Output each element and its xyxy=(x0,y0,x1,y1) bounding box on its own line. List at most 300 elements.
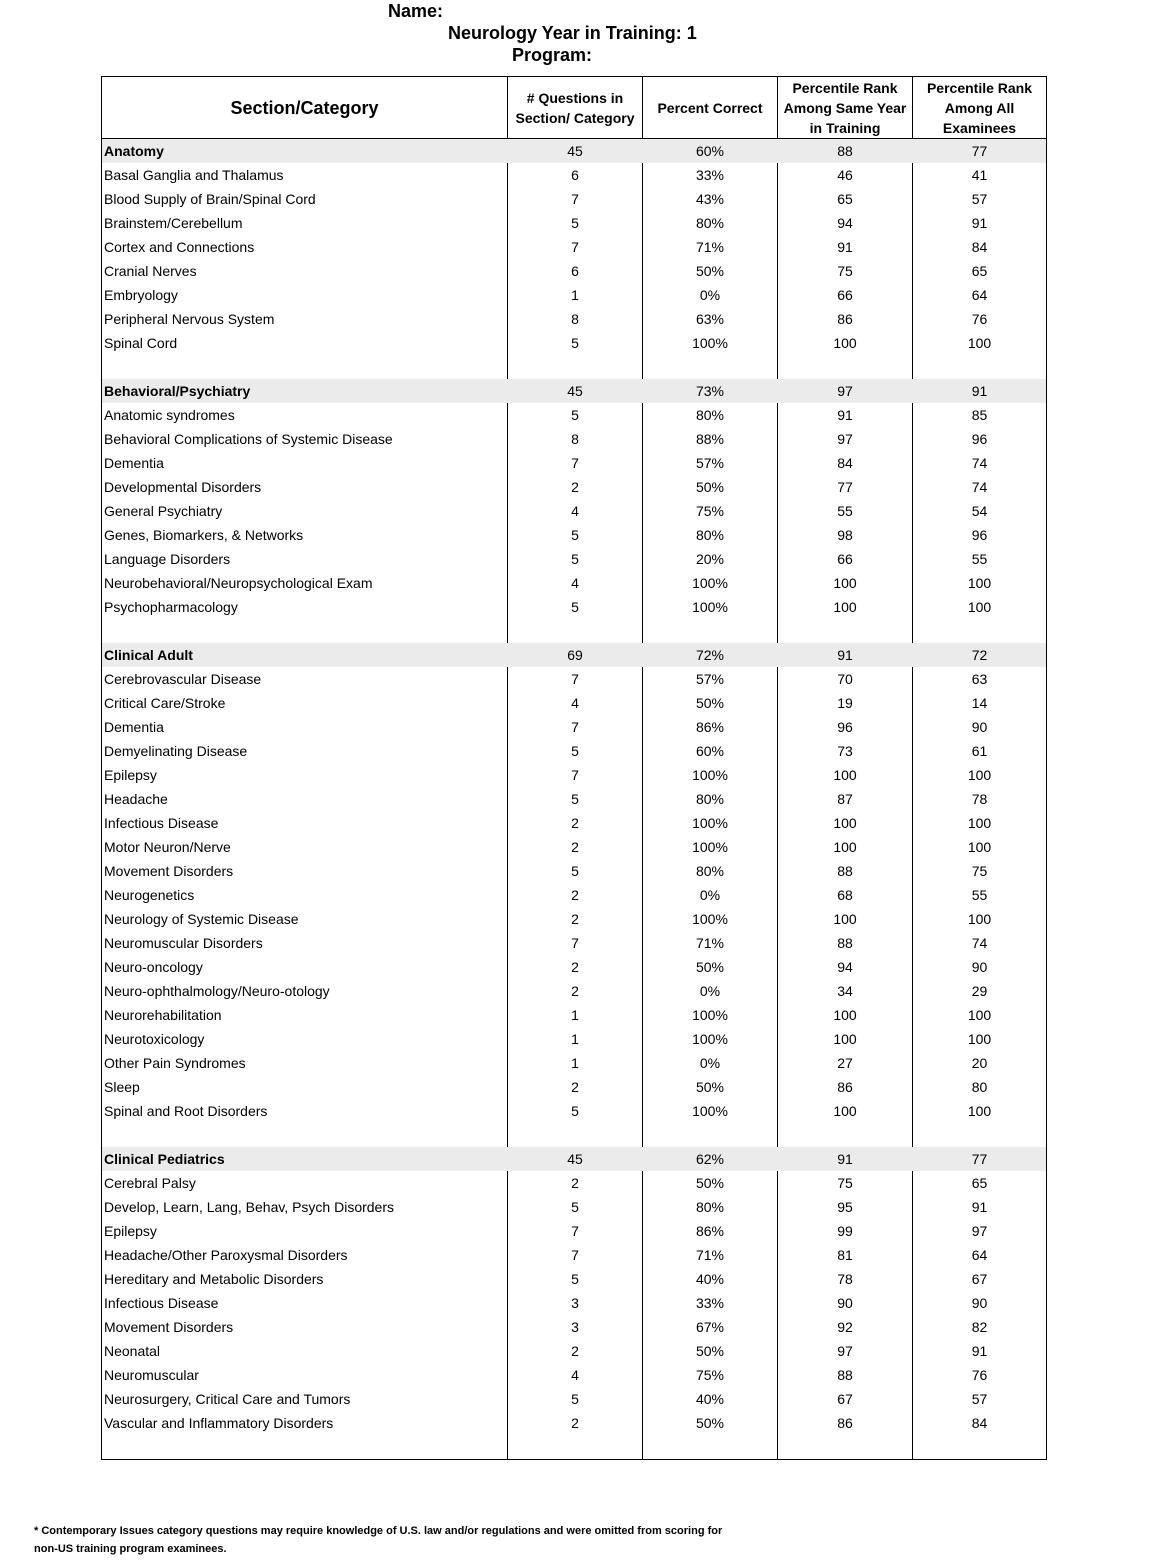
percentile-same-year: 100 xyxy=(833,575,857,591)
percentile-same-year: 65 xyxy=(837,191,853,207)
table-row xyxy=(102,715,1046,739)
category-name: Neurobehavioral/Neuropsychological Exam xyxy=(104,575,373,591)
category-name: Critical Care/Stroke xyxy=(104,695,226,711)
table-row xyxy=(102,787,1046,811)
table-row xyxy=(102,1027,1046,1051)
percentile-same-year: 88 xyxy=(837,863,853,879)
table-row xyxy=(102,691,1046,715)
question-count: 2 xyxy=(571,983,579,999)
percentile-same-year: 55 xyxy=(837,503,853,519)
percentile-same-year: 86 xyxy=(837,311,853,327)
table-row xyxy=(102,1003,1046,1027)
percentile-all: 76 xyxy=(971,311,988,327)
footnote xyxy=(34,1522,834,1558)
question-count: 7 xyxy=(571,1223,579,1239)
percent-correct: 50% xyxy=(695,1079,725,1095)
percent-correct: 71% xyxy=(695,239,725,255)
percent-correct: 86% xyxy=(695,1223,725,1239)
category-name: Neonatal xyxy=(104,1343,161,1359)
table-row xyxy=(102,1099,1046,1123)
percent-correct: 40% xyxy=(695,1271,725,1287)
percent-correct: 75% xyxy=(695,1367,725,1383)
question-count: 3 xyxy=(571,1319,579,1335)
percentile-same-year: 91 xyxy=(837,647,853,663)
category-name: Spinal and Root Disorders xyxy=(104,1103,268,1119)
table-row xyxy=(102,475,1046,499)
percentile-all: 72 xyxy=(971,647,988,663)
question-count: 7 xyxy=(571,239,579,255)
question-count: 4 xyxy=(571,575,579,591)
percentile-same-year: 88 xyxy=(837,143,853,159)
table-row xyxy=(102,259,1046,283)
percentile-all: 65 xyxy=(971,263,988,279)
percentile-all: 84 xyxy=(971,239,988,255)
question-count: 3 xyxy=(571,1295,579,1311)
category-name: Movement Disorders xyxy=(104,1319,234,1335)
category-name: Infectious Disease xyxy=(104,1295,219,1311)
table-row xyxy=(102,1339,1046,1363)
percent-correct: 0% xyxy=(699,983,721,999)
header-percentile-all: Percentile Rank Among All Examinees xyxy=(926,79,1033,136)
section-row xyxy=(102,643,1046,667)
table-row xyxy=(102,307,1046,331)
percentile-same-year: 97 xyxy=(837,431,853,447)
percentile-all: 57 xyxy=(971,191,988,207)
category-name: General Psychiatry xyxy=(104,503,223,519)
question-count: 5 xyxy=(571,1103,579,1119)
table-row xyxy=(102,763,1046,787)
percent-correct: 60% xyxy=(695,743,725,759)
question-count: 5 xyxy=(571,527,579,543)
category-name: Neurology of Systemic Disease xyxy=(104,911,299,927)
percentile-same-year: 73 xyxy=(837,743,853,759)
question-count: 5 xyxy=(571,791,579,807)
table-row xyxy=(102,403,1046,427)
category-name: Dementia xyxy=(104,455,164,471)
percent-correct: 62% xyxy=(695,1151,725,1167)
category-name: Cerebrovascular Disease xyxy=(104,671,262,687)
category-name: Language Disorders xyxy=(104,551,231,567)
category-name: Vascular and Inflammatory Disorders xyxy=(104,1415,334,1431)
percentile-same-year: 100 xyxy=(833,767,857,783)
category-name: Anatomic syndromes xyxy=(104,407,235,423)
question-count: 5 xyxy=(571,863,579,879)
percent-correct: 80% xyxy=(695,527,725,543)
footnote-line: non-US training program examinees. xyxy=(34,1543,227,1555)
question-count: 4 xyxy=(571,695,579,711)
section-name: Anatomy xyxy=(104,143,164,159)
table-row xyxy=(102,979,1046,1003)
percentile-all: 91 xyxy=(971,215,988,231)
percentile-all: 14 xyxy=(971,695,988,711)
table-row xyxy=(102,331,1046,355)
question-count: 5 xyxy=(571,743,579,759)
percentile-all: 65 xyxy=(971,1175,988,1191)
question-count: 2 xyxy=(571,479,579,495)
question-count: 5 xyxy=(571,1391,579,1407)
percent-correct: 100% xyxy=(692,815,728,831)
percent-correct: 0% xyxy=(699,287,721,303)
category-name: Other Pain Syndromes xyxy=(104,1055,246,1071)
category-name: Blood Supply of Brain/Spinal Cord xyxy=(104,191,316,207)
percentile-all: 74 xyxy=(971,935,988,951)
category-name: Behavioral Complications of Systemic Disease xyxy=(104,431,393,447)
percentile-same-year: 96 xyxy=(837,719,853,735)
section-row xyxy=(102,1147,1046,1171)
category-name: Develop, Learn, Lang, Behav, Psych Disorders xyxy=(104,1199,395,1215)
table-row xyxy=(102,1219,1046,1243)
percentile-same-year: 97 xyxy=(837,383,853,399)
question-count: 1 xyxy=(571,1007,579,1023)
section-name: Behavioral/Psychiatry xyxy=(104,383,251,399)
table-row xyxy=(102,211,1046,235)
table-row xyxy=(102,427,1046,451)
question-count: 5 xyxy=(571,335,579,351)
table-row xyxy=(102,283,1046,307)
section-row xyxy=(102,139,1046,163)
category-name: Cranial Nerves xyxy=(104,263,197,279)
category-name: Hereditary and Metabolic Disorders xyxy=(104,1271,324,1287)
category-name: Headache/Other Paroxysmal Disorders xyxy=(104,1247,348,1263)
percent-correct: 63% xyxy=(695,311,725,327)
category-name: Motor Neuron/Nerve xyxy=(104,839,231,855)
percentile-same-year: 84 xyxy=(837,455,853,471)
table-row xyxy=(102,1171,1046,1195)
category-name: Neurosurgery, Critical Care and Tumors xyxy=(104,1391,351,1407)
question-count: 2 xyxy=(571,1415,579,1431)
percentile-all: 64 xyxy=(971,1247,988,1263)
question-count: 2 xyxy=(571,815,579,831)
percent-correct: 50% xyxy=(695,479,725,495)
percentile-same-year: 94 xyxy=(837,215,853,231)
percentile-same-year: 97 xyxy=(837,1343,853,1359)
category-name: Dementia xyxy=(104,719,164,735)
table-row xyxy=(102,1243,1046,1267)
table-row xyxy=(102,811,1046,835)
percentile-same-year: 100 xyxy=(833,911,857,927)
question-count: 4 xyxy=(571,1367,579,1383)
question-count: 45 xyxy=(567,383,583,399)
category-name: Sleep xyxy=(104,1079,140,1095)
percent-correct: 80% xyxy=(695,863,725,879)
percentile-same-year: 75 xyxy=(837,263,853,279)
percentile-all: 63 xyxy=(971,671,988,687)
percentile-same-year: 19 xyxy=(837,695,853,711)
table-row xyxy=(102,883,1046,907)
question-count: 7 xyxy=(571,191,579,207)
table-row xyxy=(102,907,1046,931)
header-section-category: Section/Category xyxy=(230,97,379,118)
percentile-all: 76 xyxy=(971,1367,988,1383)
percent-correct: 100% xyxy=(692,1031,728,1047)
table-row xyxy=(102,451,1046,475)
percent-correct: 57% xyxy=(695,671,725,687)
question-count: 5 xyxy=(571,1271,579,1287)
percentile-all: 85 xyxy=(971,407,988,423)
question-count: 45 xyxy=(567,1151,583,1167)
name-label: Name: xyxy=(388,1,444,21)
question-count: 7 xyxy=(571,1247,579,1263)
table-row xyxy=(102,1411,1046,1435)
header-percentile-same-year: Percentile Rank Among Same Year in Training xyxy=(783,79,907,136)
percent-correct: 43% xyxy=(695,191,725,207)
percentile-all: 67 xyxy=(971,1271,988,1287)
percentile-all: 77 xyxy=(971,1151,988,1167)
table-row xyxy=(102,499,1046,523)
percentile-same-year: 68 xyxy=(837,887,853,903)
table-row xyxy=(102,571,1046,595)
question-count: 7 xyxy=(571,455,579,471)
percentile-same-year: 95 xyxy=(837,1199,853,1215)
question-count: 7 xyxy=(571,935,579,951)
category-name: Infectious Disease xyxy=(104,815,219,831)
table-row xyxy=(102,1363,1046,1387)
table-row xyxy=(102,163,1046,187)
percentile-same-year: 100 xyxy=(833,599,857,615)
category-name: Spinal Cord xyxy=(104,335,178,351)
table-row xyxy=(102,955,1046,979)
question-count: 2 xyxy=(571,1079,579,1095)
question-count: 2 xyxy=(571,959,579,975)
percent-correct: 100% xyxy=(692,839,728,855)
question-count: 5 xyxy=(571,215,579,231)
percent-correct: 50% xyxy=(695,1415,725,1431)
table-row xyxy=(102,595,1046,619)
question-count: 5 xyxy=(571,551,579,567)
percentile-all: 96 xyxy=(971,527,988,543)
category-name: Neurotoxicology xyxy=(104,1031,205,1047)
category-name: Movement Disorders xyxy=(104,863,234,879)
table-row xyxy=(102,1195,1046,1219)
question-count: 7 xyxy=(571,719,579,735)
percentile-same-year: 98 xyxy=(837,527,853,543)
percentile-same-year: 92 xyxy=(837,1319,853,1335)
percent-correct: 80% xyxy=(695,215,725,231)
percent-correct: 100% xyxy=(692,911,728,927)
percentile-same-year: 77 xyxy=(837,479,853,495)
table-row xyxy=(102,739,1046,763)
percentile-same-year: 87 xyxy=(837,791,853,807)
category-name: Neuro-ophthalmology/Neuro-otology xyxy=(104,983,330,999)
percentile-same-year: 70 xyxy=(837,671,853,687)
percentile-all: 80 xyxy=(971,1079,988,1095)
header-questions: # Questions in Section/ Category xyxy=(515,89,635,126)
category-name: Basal Ganglia and Thalamus xyxy=(104,167,284,183)
percentile-all: 55 xyxy=(971,887,988,903)
percent-correct: 50% xyxy=(695,263,725,279)
percentile-all: 91 xyxy=(971,383,988,399)
percentile-all: 74 xyxy=(971,479,988,495)
category-name: Embryology xyxy=(104,287,178,303)
category-name: Genes, Biomarkers, & Networks xyxy=(104,527,304,543)
percent-correct: 50% xyxy=(695,1175,725,1191)
percent-correct: 100% xyxy=(692,575,728,591)
percentile-same-year: 94 xyxy=(837,959,853,975)
table-row xyxy=(102,235,1046,259)
percentile-same-year: 81 xyxy=(837,1247,853,1263)
question-count: 45 xyxy=(567,143,583,159)
category-name: Peripheral Nervous System xyxy=(104,311,275,327)
section-name: Clinical Pediatrics xyxy=(104,1151,225,1167)
percentile-same-year: 91 xyxy=(837,239,853,255)
percentile-all: 75 xyxy=(971,863,988,879)
table-row xyxy=(102,835,1046,859)
score-table xyxy=(101,76,1047,1460)
question-count: 5 xyxy=(571,1199,579,1215)
percentile-all: 91 xyxy=(971,1199,988,1215)
percentile-all: 57 xyxy=(971,1391,988,1407)
question-count: 69 xyxy=(567,647,583,663)
percentile-all: 100 xyxy=(967,599,992,615)
section-row xyxy=(102,379,1046,403)
percentile-all: 100 xyxy=(967,575,992,591)
percent-correct: 86% xyxy=(695,719,725,735)
percent-correct: 67% xyxy=(695,1319,725,1335)
percentile-same-year: 90 xyxy=(837,1295,853,1311)
percentile-all: 74 xyxy=(971,455,988,471)
percentile-same-year: 100 xyxy=(833,815,857,831)
category-name: Neurorehabilitation xyxy=(104,1007,222,1023)
percentile-all: 100 xyxy=(967,911,992,927)
table-row xyxy=(102,1267,1046,1291)
percentile-same-year: 88 xyxy=(837,1367,853,1383)
percentile-same-year: 91 xyxy=(837,407,853,423)
percentile-all: 100 xyxy=(967,815,992,831)
percent-correct: 72% xyxy=(695,647,725,663)
percentile-same-year: 46 xyxy=(837,167,853,183)
percent-correct: 88% xyxy=(695,431,725,447)
percent-correct: 100% xyxy=(692,1103,728,1119)
percent-correct: 50% xyxy=(695,695,725,711)
percentile-all: 90 xyxy=(971,1295,988,1311)
category-name: Epilepsy xyxy=(104,1223,157,1239)
percentile-all: 97 xyxy=(971,1223,988,1239)
percentile-all: 77 xyxy=(971,143,988,159)
table-row xyxy=(102,1315,1046,1339)
category-name: Neuromuscular xyxy=(104,1367,199,1383)
percentile-all: 54 xyxy=(971,503,988,519)
category-name: Developmental Disorders xyxy=(104,479,262,495)
percentile-same-year: 78 xyxy=(837,1271,853,1287)
percentile-same-year: 100 xyxy=(833,839,857,855)
percentile-all: 91 xyxy=(971,1343,988,1359)
category-name: Cerebral Palsy xyxy=(104,1175,196,1191)
percentile-all: 61 xyxy=(971,743,988,759)
category-name: Neuromuscular Disorders xyxy=(104,935,263,951)
percentile-all: 100 xyxy=(967,839,992,855)
question-count: 2 xyxy=(571,1343,579,1359)
table-row xyxy=(102,1291,1046,1315)
percentile-all: 100 xyxy=(967,1031,992,1047)
percentile-same-year: 86 xyxy=(837,1415,853,1431)
question-count: 2 xyxy=(571,911,579,927)
percent-correct: 71% xyxy=(695,1247,725,1263)
program-label: Program: xyxy=(512,45,593,65)
percentile-all: 96 xyxy=(971,431,988,447)
percentile-all: 78 xyxy=(971,791,988,807)
category-name: Neuro-oncology xyxy=(104,959,203,975)
percent-correct: 80% xyxy=(695,791,725,807)
percentile-same-year: 66 xyxy=(837,551,853,567)
percentile-same-year: 86 xyxy=(837,1079,853,1095)
percentile-all: 55 xyxy=(971,551,988,567)
question-count: 8 xyxy=(571,431,579,447)
percent-correct: 80% xyxy=(695,1199,725,1215)
report-title: Neurology Year in Training: 1 xyxy=(448,23,697,43)
question-count: 1 xyxy=(571,1055,579,1071)
category-name: Demyelinating Disease xyxy=(104,743,248,759)
percent-correct: 100% xyxy=(692,335,728,351)
percentile-same-year: 100 xyxy=(833,1103,857,1119)
percent-correct: 100% xyxy=(692,599,728,615)
percentile-all: 84 xyxy=(971,1415,988,1431)
percent-correct: 80% xyxy=(695,407,725,423)
question-count: 2 xyxy=(571,1175,579,1191)
percent-correct: 100% xyxy=(692,1007,728,1023)
percentile-all: 100 xyxy=(967,335,992,351)
percentile-all: 100 xyxy=(967,1103,992,1119)
section-name: Clinical Adult xyxy=(104,647,193,663)
percent-correct: 73% xyxy=(695,383,725,399)
percentile-same-year: 91 xyxy=(837,1151,853,1167)
question-count: 6 xyxy=(571,263,579,279)
table-row xyxy=(102,667,1046,691)
percentile-same-year: 100 xyxy=(833,1031,857,1047)
percent-correct: 33% xyxy=(695,167,725,183)
question-count: 2 xyxy=(571,839,579,855)
percentile-same-year: 66 xyxy=(837,287,853,303)
percentile-all: 41 xyxy=(971,167,988,183)
question-count: 6 xyxy=(571,167,579,183)
question-count: 7 xyxy=(571,767,579,783)
question-count: 5 xyxy=(571,599,579,615)
percentile-same-year: 27 xyxy=(837,1055,853,1071)
percent-correct: 0% xyxy=(699,1055,721,1071)
category-name: Psychopharmacology xyxy=(104,599,238,615)
category-name: Brainstem/Cerebellum xyxy=(104,215,243,231)
percent-correct: 20% xyxy=(695,551,725,567)
footnote-line: * Contemporary Issues category questions may require knowledge of U.S. law and/or regulations and were omitted from scoring for xyxy=(34,1525,723,1537)
table-row xyxy=(102,1051,1046,1075)
percentile-all: 90 xyxy=(971,719,988,735)
percentile-same-year: 34 xyxy=(837,983,853,999)
percentile-same-year: 88 xyxy=(837,935,853,951)
percentile-all: 100 xyxy=(967,1007,992,1023)
table-row xyxy=(102,1075,1046,1099)
question-count: 1 xyxy=(571,287,579,303)
percentile-same-year: 99 xyxy=(837,1223,853,1239)
percentile-all: 64 xyxy=(971,287,988,303)
percent-correct: 71% xyxy=(695,935,725,951)
percent-correct: 60% xyxy=(695,143,725,159)
category-name: Epilepsy xyxy=(104,767,157,783)
question-count: 7 xyxy=(571,671,579,687)
percentile-same-year: 75 xyxy=(837,1175,853,1191)
percent-correct: 0% xyxy=(699,887,721,903)
percent-correct: 40% xyxy=(695,1391,725,1407)
percent-correct: 50% xyxy=(695,1343,725,1359)
percentile-all: 90 xyxy=(971,959,988,975)
percentile-all: 82 xyxy=(971,1319,988,1335)
table-row xyxy=(102,931,1046,955)
question-count: 5 xyxy=(571,407,579,423)
percent-correct: 75% xyxy=(695,503,725,519)
table-row xyxy=(102,187,1046,211)
table-row xyxy=(102,859,1046,883)
table-row xyxy=(102,1387,1046,1411)
percent-correct: 50% xyxy=(695,959,725,975)
category-name: Cortex and Connections xyxy=(104,239,255,255)
